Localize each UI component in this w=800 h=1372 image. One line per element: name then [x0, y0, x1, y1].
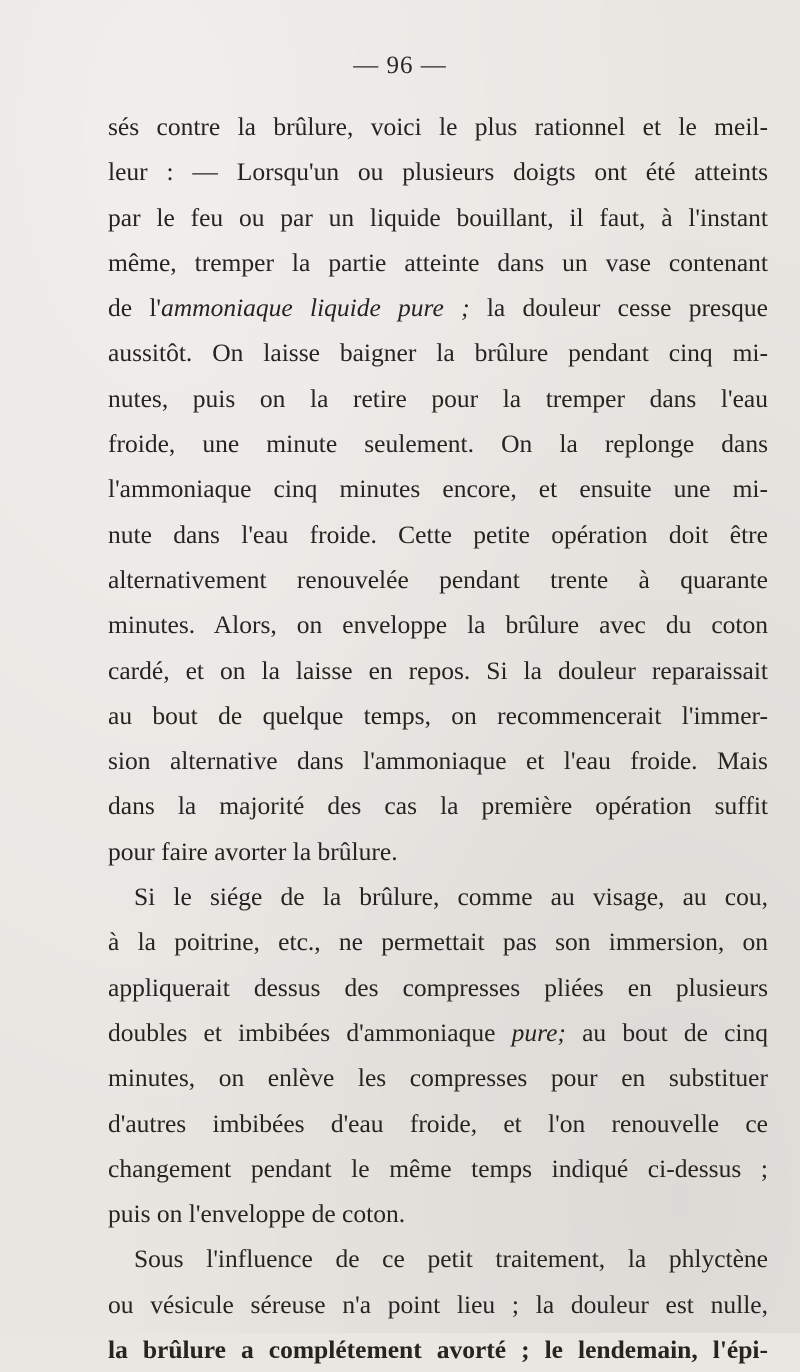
text-line: changement pendant le même temps indiqué ci-dessus ;: [108, 1153, 768, 1183]
text-line: la brûlure a complétement avorté ; le lendemain, l'épi-: [108, 1335, 768, 1365]
text-line: à la poitrine, etc., ne permettait pas son immersion, on: [108, 927, 768, 957]
text-line: puis on l'enveloppe de coton.: [108, 1199, 406, 1229]
text-segment: au bout de cinq: [565, 1017, 768, 1047]
text-line: aussitôt. On laisse baigner la brûlure pendant cinq mi-: [108, 338, 768, 368]
text-line: par le feu ou par un liquide bouillant, il faut, à l'instant: [108, 202, 768, 232]
text-line: même, tremper la partie atteinte dans un vase contenant: [108, 247, 768, 277]
text-line: minutes, on enlève les compresses pour en substituer: [108, 1063, 768, 1093]
text-line: ou vésicule séreuse n'a point lieu ; la douleur est nulle,: [108, 1289, 768, 1319]
text-segment: la douleur cesse presque: [469, 293, 768, 323]
text-line: nute dans l'eau froide. Cette petite opération doit être: [108, 519, 768, 549]
text-line: [108, 285, 768, 330]
text-line: dans la majorité des cas la première opération suffit: [108, 791, 768, 821]
text-line: nutes, puis on la retire pour la tremper dans l'eau: [108, 383, 768, 413]
text-line: appliquerait dessus des compresses pliées en plusieurs: [108, 972, 768, 1002]
text-line: Sous l'influence de ce petit traitement, la phlyctène: [134, 1244, 768, 1274]
text-line: alternativement renouvelée pendant trente à quarante: [108, 564, 768, 594]
text-line: Si le siége de la brûlure, comme au visage, au cou,: [134, 882, 768, 912]
italic-text: pure;: [511, 1017, 566, 1047]
text-line: leur : — Lorsqu'un ou plusieurs doigts ont été atteints: [108, 157, 768, 187]
text-line: au bout de quelque temps, on recommencerait l'immer-: [108, 700, 768, 730]
text-line: d'autres imbibées d'eau froide, et l'on renouvelle ce: [108, 1108, 768, 1138]
text-line: pour faire avorter la brûlure.: [108, 836, 398, 866]
text-segment: de l': [108, 293, 161, 323]
text-line: sion alternative dans l'ammoniaque et l'eau froide. Mais: [108, 746, 768, 776]
text-line: l'ammoniaque cinq minutes encore, et ensuite une mi-: [108, 474, 768, 504]
text-line: froide, une minute seulement. On la replonge dans: [108, 429, 768, 459]
text-line: sés contre la brûlure, voici le plus rationnel et le meil-: [108, 112, 768, 141]
italic-text: ammoniaque liquide pure ;: [161, 293, 470, 323]
text-line: minutes. Alors, on enveloppe la brûlure avec du coton: [108, 610, 768, 640]
page-number: — 96 —: [353, 52, 447, 79]
body-text: [108, 104, 768, 1372]
text-line: [108, 1010, 768, 1055]
text-segment: doubles et imbibées d'ammoniaque: [108, 1017, 512, 1047]
text-line: cardé, et on la laisse en repos. Si la douleur reparaissait: [108, 655, 768, 685]
